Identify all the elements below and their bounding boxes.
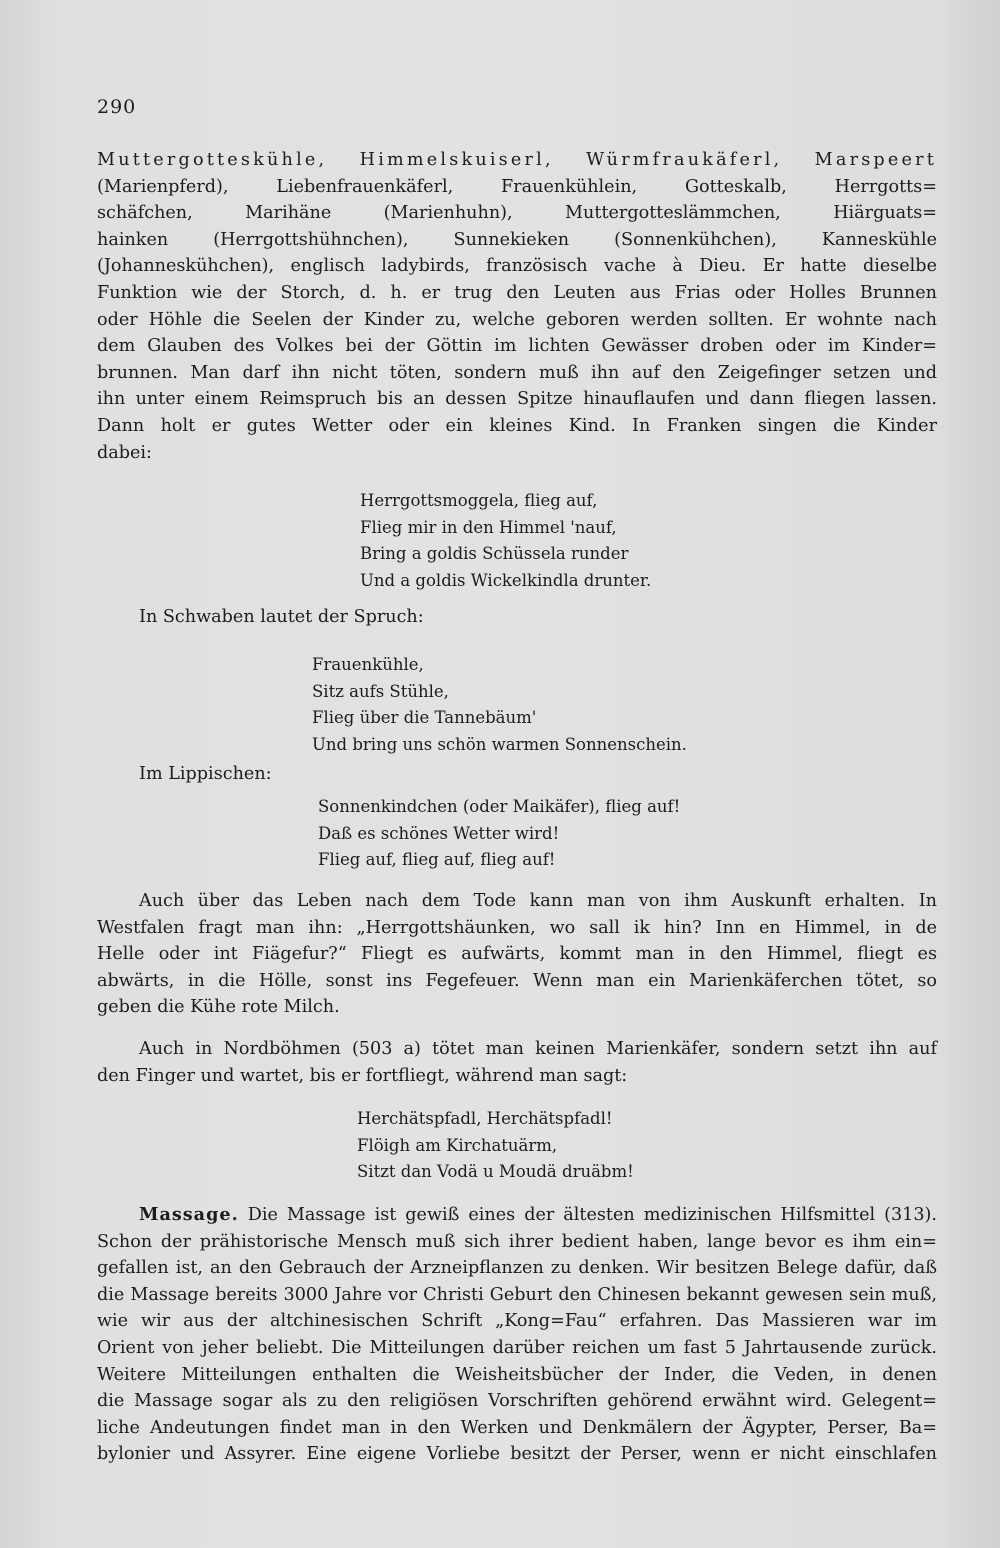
verse-line: Und a goldis Wickelkindla drunter. — [360, 570, 652, 590]
text-line: Schon der prähistorische Mensch muß sich ihrer bedient haben, lange bevor es ihm ein= — [97, 1231, 937, 1252]
verse-line: Sonnenkindchen (oder Maikäfer), flieg auf! — [318, 797, 681, 816]
text-line: dem Glauben des Volkes bei der Göttin im lichten Gewässer droben oder im Kinder= — [97, 336, 937, 357]
verse-line: Sitz aufs Stühle, — [312, 681, 449, 701]
text-line: die Massage sogar als zu den religiösen Vorschriften gehörend erwähnt wird. Gelegent= — [97, 1391, 937, 1412]
text-line: Weitere Mitteilungen enthalten die Weisheitsbücher der Inder, die Veden, in denen — [97, 1364, 937, 1385]
verse-line: Flieg über die Tannebäum' — [312, 708, 537, 728]
verse-lippe — [318, 794, 680, 874]
text-line: Orient von jeher beliebt. Die Mitteilungen darüber reichen um fast 5 Jahrtausende zurück. — [97, 1337, 937, 1358]
intro-lippe: Im Lippischen: — [139, 764, 272, 784]
text-line: gefallen ist, an den Gebrauch der Arzneipflanzen zu denken. Wir besitzen Belege dafür, daß — [97, 1258, 937, 1279]
text-line: geben die Kühe rote Milch. — [97, 997, 340, 1018]
verse-line: Und bring uns schön warmen Sonnenschein. — [312, 734, 687, 754]
page-number: 290 — [97, 96, 137, 118]
text-line: Helle oder int Fiägefur?“ Fliegt es aufwärts, kommt man in den Himmel, fliegt es — [97, 944, 937, 965]
text-line: den Finger und wartet, bis er fortfliegt, während man sagt: — [97, 1065, 628, 1086]
intro-schwaben: In Schwaben lautet der Spruch: — [139, 607, 424, 627]
verse-schwaben — [312, 652, 687, 758]
text-line: (Johanneskühchen), englisch ladybirds, französisch vache à Dieu. Er hatte dieselbe — [97, 256, 937, 277]
verse-line: Flieg mir in den Himmel 'nauf, — [360, 517, 617, 537]
verse-line: Daß es schönes Wetter wird! — [318, 823, 560, 843]
text-line: hainken (Herrgottshühnchen), Sunnekieken (Sonnenkühchen), Kanneskühle — [97, 229, 937, 250]
text-line: brunnen. Man darf ihn nicht töten, sondern muß ihn auf den Zeigefinger setzen und — [97, 362, 937, 383]
text-line: Auch über das Leben nach dem Tode kann man von ihm Auskunft erhalten. In — [139, 891, 937, 911]
text-line: Auch in Nordböhmen (503 a) tötet man keinen Marienkäfer, sondern setzt ihn auf — [139, 1039, 937, 1059]
text-line: wie wir aus der altchinesischen Schrift „Kong=Fau“ erfahren. Das Massieren war im — [97, 1311, 937, 1332]
verse-line: Flöigh am Kirchatuärm, — [357, 1135, 558, 1155]
text-line: dabei: — [97, 442, 152, 463]
text-line: oder Höhle die Seelen der Kinder zu, welche geboren werden sollten. Er wohnte nach — [97, 309, 937, 330]
verse-line: Frauenkühle, — [312, 655, 424, 674]
verse-line: Flieg auf, flieg auf, flieg auf! — [318, 850, 556, 870]
text-line-rest: Die Massage ist gewiß eines der ältesten medizinischen Hilfsmittel (313). — [247, 1205, 938, 1225]
text-line: abwärts, in die Hölle, sonst ins Fegefeuer. Wenn man ein Marienkäferchen tötet, so — [97, 970, 937, 991]
verse-franken — [360, 488, 651, 594]
verse-line: Sitzt dan Vodä u Moudä druäbm! — [357, 1162, 634, 1182]
text-line: Dann holt er gutes Wetter oder ein kleines Kind. In Franken singen die Kinder — [97, 415, 937, 436]
section-heading: Massage. — [139, 1204, 239, 1225]
paragraph-ladybird-names — [97, 147, 937, 466]
verse-line: Bring a goldis Schüssela runder — [360, 544, 629, 564]
verse-line: Herchätspfadl, Herchätspfadl! — [357, 1109, 613, 1128]
text-line: ihn unter einem Reimspruch bis an dessen Spitze hinauflaufen und dann fliegen lassen. — [97, 389, 937, 410]
paragraph-westfalen — [97, 888, 937, 1021]
text-line: Westfalen fragt man ihn: „Herrgottshäunken, wo sall ik hin? Inn en Himmel, in de — [97, 917, 937, 938]
paragraph-nordboehmen — [97, 1036, 937, 1089]
text-line: Funktion wie der Storch, d. h. er trug den Leuten aus Frias oder Holles Brunnen — [97, 282, 937, 303]
text-line: (Marienpferd), Liebenfrauenkäferl, Frauenkühlein, Gotteskalb, Herrgotts= — [97, 176, 937, 197]
text-line: schäfchen, Marihäne (Marienhuhn), Muttergotteslämmchen, Hiärguats= — [97, 203, 937, 224]
text-line: Muttergotteskühle, Himmelskuiserl, Würmfraukäferl, Marspeert — [97, 150, 937, 170]
paragraph-massage — [97, 1202, 937, 1468]
text-line: die Massage bereits 3000 Jahre vor Christi Geburt den Chinesen bekannt gewesen sein muß, — [97, 1284, 937, 1305]
text-line: liche Andeutungen findet man in den Werken und Denkmälern der Ägypter, Perser, Ba= — [97, 1417, 937, 1438]
text-line — [97, 1202, 937, 1229]
verse-nordboehmen — [357, 1106, 634, 1186]
verse-line: Herrgottsmoggela, flieg auf, — [360, 491, 598, 510]
text-line: bylonier und Assyrer. Eine eigene Vorliebe besitzt der Perser, wenn er nicht einschlafen — [97, 1444, 937, 1465]
